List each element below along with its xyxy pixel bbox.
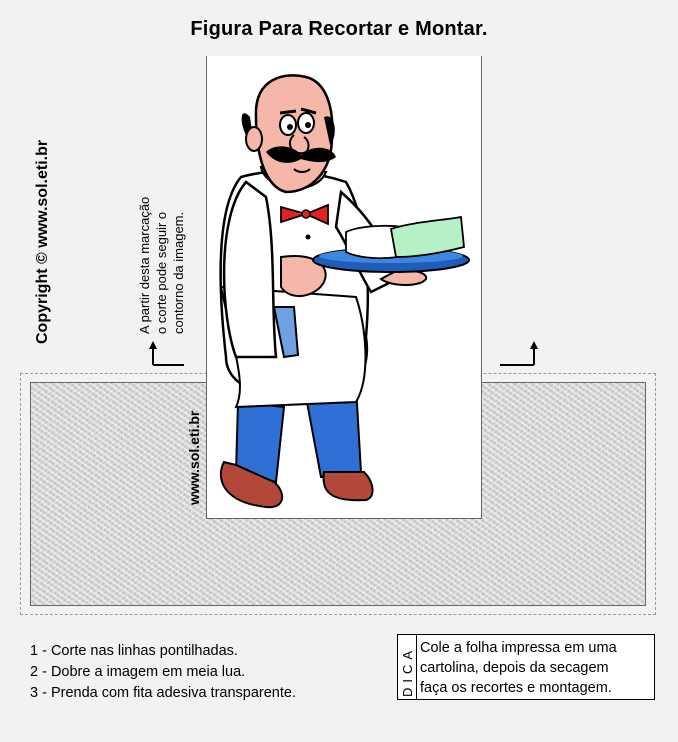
cut-hint-line-3: contorno da imagem. (171, 211, 186, 334)
instruction-item: 3 - Prenda com fita adesiva transparente. (30, 685, 296, 701)
tip-line: Cole a folha impressa em uma (420, 640, 617, 656)
cut-hint-line-1: A partir desta marcação (137, 196, 152, 334)
panel-watermark: www.sol.eti.br (186, 410, 202, 505)
tip-label-column (398, 635, 417, 699)
tip-label: DICA (400, 645, 415, 697)
tip-line: cartolina, depois da secagem (420, 660, 609, 676)
cut-marker-left-icon (146, 340, 186, 370)
tip-box (397, 634, 655, 700)
tip-line: faça os recortes e montagem. (420, 680, 612, 696)
cut-hint-line-2: o corte pode seguir o (154, 211, 169, 334)
tip-text (420, 638, 652, 698)
instruction-item: 1 - Corte nas linhas pontilhadas. (30, 643, 238, 659)
instruction-item: 2 - Dobre a imagem em meia lua. (30, 664, 246, 680)
waiter-icon (206, 57, 480, 517)
instructions-list (30, 641, 296, 704)
page-title: Figura Para Recortar e Montar. (190, 18, 488, 40)
cut-marker-right-icon (498, 340, 543, 370)
copyright-text: Copyright © www.sol.eti.br (34, 139, 51, 344)
